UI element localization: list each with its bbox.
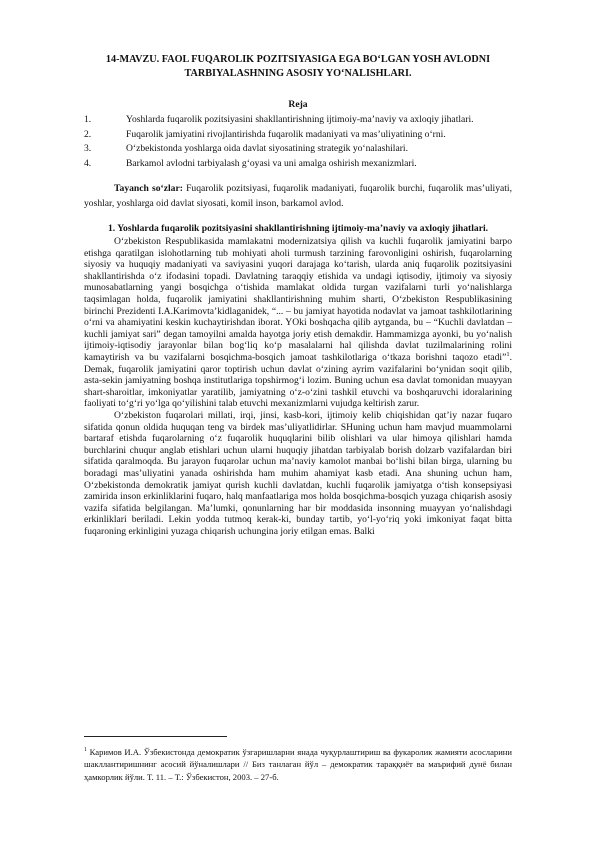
plan-list [84, 113, 512, 171]
paragraph-text: O‘zbekiston Respublikasida mamlakatni modernizatsiya qilish va kuchli fuqarolik jamiyatini barpo etishga qaratilgan islohotlarning tub mohiyati aholi turmush tarzining farovonligini oshirish, fuqarolarning siyosiy va huquqiy madaniyati va saviyasini yuqori darajaga ko‘tarish, ularda aniq fuqarolik pozitsiyasini shakllantirishda o‘z ifodasini topadi. Davlatning taraqqiy etishida va undagi iqtisodiy, ijtimoiy va siyosiy munosabatlarning yangi bosqichga o‘tishida mamlakat oldida turgan vazifalarni turli yo‘nalishlarga taqsimlagan holda, fuqarolik jamiyatini shakllantirishning muhim sharti, O‘zbekiston Respublikasining birinchi Prezidenti I.A.Karimovta’kidlaganidek, “... – bu jamiyat hayotida nodavlat va jamoat tashkilotlarining o‘rni va ahamiyatini keskin kuchaytirishdan iborat. YOki boshqacha qilib aytganda, bu – “Kuchli davlatdan – kuchli jamiyat sari” degan tamoyilni amalda hayotga joriy etish demakdir. Hammamizga ayonki, bu yo‘nalish ijtimoiy-iqtisodiy jarayonlar bilan bog‘liq ko‘p masalalarni hal qilishda davlat tuzilmalarining rolini kamaytirish va bu vazifalarni bosqichma-bosqich jamoat tashkilotlariga o‘tkaza borishni taqozo etadi” [84, 236, 512, 363]
plan-item-number: 4. [84, 157, 92, 169]
plan-item [84, 157, 512, 172]
plan-item-text: Barkamol avlodni tarbiyalash g‘oyasi va uni amalga oshirish mexanizmlari. [126, 157, 417, 169]
plan-item [84, 128, 512, 143]
body-paragraph [84, 236, 512, 410]
plan-item-number: 3. [84, 143, 92, 155]
page-title: 14-MAVZU. FAOL FUQAROLIK POZITSIYASIGA EGA BO‘LGAN YOSH AVLODNI TARBIYALASHNING ASOSIY YO‘NALISHLARI. [105, 54, 491, 79]
body-paragraph: O‘zbekiston fuqarolari millati, irqi, jinsi, kasb-kori, ijtimoiy kelib chiqishidan qat’iy nazar fuqaro sifatida qonun oldida huquqan teng va birdek mas’uliyatlidirlar. SHuning uchun ham mavjud muammolarni bartaraf etishda fuqarolarning o‘z fuqarolik huquqlarini bilib olishlari va ular himoya qilishlari hamda burchlarini chuqur anglab etishlari uchun ularni huquqiy jihatdan tarbiyalab borish dolzarb vazifalardan biri sifatida qaralmoqda. Bu jarayon fuqarolar uchun ma’naviy kamolot manbai bo‘lishi bilan birga, ularning bu boradagi mas’uliyatini yanada oshirishda ham muhim ahamiyat kasb etadi. Ana shuning uchun ham, O‘zbekistonda demokratik jamiyat qurish kuchli davlatdan, kuchli fuqarolik jamiyatga o‘tish konsepsiyasi zamirida inson erkinliklarini fuqaro, halq manfaatlariga mos holda bosqichma-bosqich yuzaga chiqarish asosiy vazifa sifatida belgilangan. Ma’lumki, qonunlarning har bir moddasida insonning muayyan yo‘nalishdagi erkinliklari beriladi. Lekin yodda tutmoq kerak-ki, bunday tartib, yo‘l-yo‘riq yoki imkoniyat faqat bitta fuqaroning erkinligini yuzaga chiqarish uchungina joriy etilgan emas. Balki [84, 409, 512, 537]
plan-heading: Reja [288, 98, 308, 110]
footnote-reference[interactable]: 1 [506, 350, 510, 358]
footnote-mark: 1 [84, 747, 87, 753]
plan-item-text: O‘zbekistonda yoshlarga oida davlat siyosatining strategik yo‘nalashilari. [126, 143, 408, 155]
plan-item [84, 142, 512, 157]
plan-item-number: 2. [84, 128, 92, 140]
plan-item [84, 113, 512, 128]
keywords-label: Tayanch so‘zlar: [114, 183, 183, 195]
paragraph-text: . Demak, fuqarolik jamiyatini qaror toptirish uchun davlat o‘zining ayrim vazifalarini bo‘ynidan soqit qilib, asta-sekin jamiyatning boshqa institutlariga topshirmog‘i lozim. Buning uchun esa davlat tomonidan muayyan shart-sharoitlar, imkoniyatlar yaratilib, jamiyatning o‘z-o‘zini tashkil etuvchi va boshqaruvchi idoralarining faoliyati to‘g‘ri yo‘lga qo‘yilishini talab etuvchi mexanizmlarni vujudga keltirish zarur. [84, 352, 512, 410]
page-content [84, 53, 512, 538]
footnote-text: Каримов И.А. Ўзбекистонда демократик ўзгаришларни янада чуқурлаштириш ва фукаролик жамияти асосларини шакллантиришнинг асосий йўналишлари // Биз танлаган йўл – демократик тараққиёт ва маърифий дунё билан ҳамкорлик йўли. Т. 11. – Т.: Ўзбекистон, 2003. – 27-б. [84, 746, 512, 782]
footnote-divider [84, 736, 227, 737]
keywords-paragraph [84, 182, 512, 211]
plan-item-text: Fuqarolik jamiyatini rivojlantirishda fuqarolik madaniyati va mas’uliyatining o‘rni. [126, 128, 446, 140]
keywords-text: Fuqarolik pozitsiyasi, fuqarolik madaniyati, fuqarolik burchi, fuqarolik mas’uliyati, yoshlar, yoshlarga oid davlat siyosati, komil inson, barkamol avlod. [84, 183, 512, 209]
plan-item-text: Yoshlarda fuqarolik pozitsiyasini shakllantirishning ijtimoiy-ma’naviy va axloqiy jihatlari. [126, 114, 474, 126]
plan-item-number: 1. [84, 114, 92, 126]
footnote [84, 744, 512, 783]
section-heading: 1. Yoshlarda fuqarolik pozitsiyasini shakllantirishning ijtimoiy-ma’naviy va axloqiy jihatlari. [107, 223, 489, 235]
